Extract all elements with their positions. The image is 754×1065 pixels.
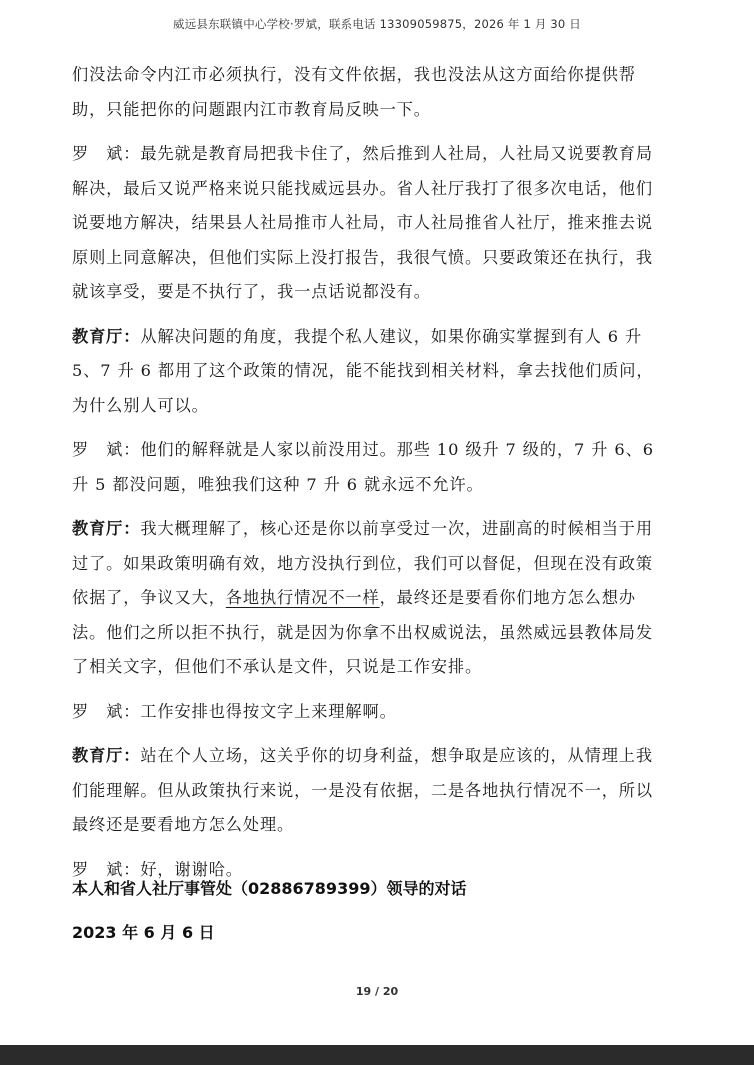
text-line: 解决，最后又说严格来说只能找威远县办。省人社厅我打了很多次电话，他们 bbox=[72, 178, 653, 198]
viewer-bottom-bar bbox=[0, 1045, 754, 1065]
paragraph-1 bbox=[72, 58, 684, 127]
text-line: 罗 斌：工作安排也得按文字上来理解啊。 bbox=[72, 701, 397, 721]
text-line bbox=[72, 739, 684, 774]
speaker-label: 教育厅： bbox=[72, 326, 141, 346]
underlined-text: 各地执行情况不一样 bbox=[225, 588, 380, 607]
text-line bbox=[72, 320, 684, 355]
text-line: 罗 斌：最先就是教育局把我卡住了，然后推到人社局，人社局又说要教育局 bbox=[72, 144, 653, 163]
page-header: 威远县东联镇中心学校·罗斌，联系电话 13309059875，2026 年 1 月 30 日 bbox=[173, 17, 581, 31]
speaker-label: 教育厅： bbox=[72, 746, 141, 765]
section-title: 本人和省人社厅事管处（02886789399）领导的对话 bbox=[72, 879, 467, 898]
text-line: 就该享受，要是不执行了，我一点话说都没有。 bbox=[72, 282, 431, 301]
text-line: 们没法命令内江市必须执行，没有文件依据，我也没法从这方面给你提供帮 bbox=[72, 65, 636, 84]
text-segment: 依据了，争议又大， bbox=[72, 588, 226, 607]
text-segment: 从解决问题的角度，我提个私人建议，如果你确实掌握到有人 6 升 bbox=[140, 326, 643, 346]
text-line bbox=[72, 512, 684, 547]
speaker-label: 教育厅： bbox=[72, 519, 141, 538]
text-line: 助，只能把你的问题跟内江市教育局反映一下。 bbox=[72, 99, 431, 119]
text-segment: 站在个人立场，这关乎你的切身利益，想争取是应该的，从情理上我 bbox=[140, 746, 653, 765]
text-line: 罗 斌：好，谢谢哈。 bbox=[72, 859, 243, 879]
text-line: 法。他们之所以拒不执行，就是因为你拿不出权威说法，虽然威远县教体局发 bbox=[72, 622, 653, 642]
page-number: 19 / 20 bbox=[355, 985, 399, 998]
text-line: 过了。如果政策明确有效，地方没执行到位，我们可以督促，但现在没有政策 bbox=[72, 553, 653, 573]
section-date: 2023 年 6 月 6 日 bbox=[72, 923, 215, 942]
text-line: 最终还是要看地方怎么处理。 bbox=[72, 815, 295, 834]
text-line: 5、7 升 6 都用了这个政策的情况，能不能找到相关材料，拿去找他们质问， bbox=[72, 361, 654, 380]
text-line bbox=[72, 581, 684, 616]
text-line: 了相关文字，但他们不承认是文件，只说是工作安排。 bbox=[72, 657, 483, 676]
text-line: 为什么别人可以。 bbox=[72, 395, 209, 415]
text-segment: ，最终还是要看你们地方怎么想办 bbox=[379, 588, 636, 607]
paragraph-2 bbox=[72, 137, 684, 310]
text-segment: 我大概理解了，核心还是你以前享受过一次，进副高的时候相当于用 bbox=[140, 519, 653, 538]
paragraph-7 bbox=[72, 739, 684, 843]
paragraph-5 bbox=[72, 512, 684, 685]
paragraph-6 bbox=[72, 695, 684, 730]
text-line: 原则上同意解决，但他们实际上没打报告，我很气愤。只要政策还在执行，我 bbox=[72, 247, 653, 267]
text-line: 们能理解。但从政策执行来说，一是没有依据，二是各地执行情况不一，所以 bbox=[72, 780, 653, 800]
paragraph-4 bbox=[72, 433, 684, 502]
text-line: 说要地方解决，结果县人社局推市人社局，市人社局推省人社厅，推来推去说 bbox=[72, 213, 653, 232]
document-body bbox=[72, 58, 684, 897]
paragraph-3 bbox=[72, 320, 684, 424]
text-line: 升 5 都没问题，唯独我们这种 7 升 6 就永远不允许。 bbox=[72, 474, 484, 494]
text-line: 罗 斌：他们的解释就是人家以前没用过。那些 10 级升 7 级的，7 升 6、6 bbox=[72, 440, 654, 459]
